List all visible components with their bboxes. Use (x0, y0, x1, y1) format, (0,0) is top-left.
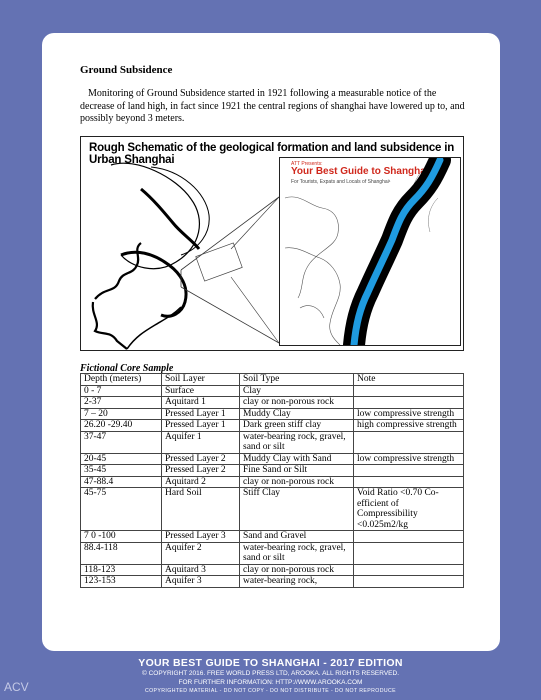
table-cell: 123-153 (81, 576, 162, 588)
table-cell: Aquifer 2 (162, 542, 240, 564)
table-cell: Void Ratio <0.70 Co-efficient of Compressibility <0.025m2/kg (354, 488, 464, 531)
table-cell (354, 397, 464, 409)
table-row (81, 576, 464, 588)
table-cell: Muddy Clay with Sand (240, 453, 354, 465)
table-cell (354, 385, 464, 397)
table-cell: Fine Sand or Silt (240, 465, 354, 477)
table-cell: Pressed Layer 1 (162, 408, 240, 420)
table-row (81, 542, 464, 564)
table-cell (354, 576, 464, 588)
table-cell: low compressive strength (354, 408, 464, 420)
table-cell: 2-37 (81, 397, 162, 409)
table-cell: Pressed Layer 2 (162, 465, 240, 477)
table-cell: high compressive strength (354, 420, 464, 432)
table-cell: 7 0 -100 (81, 531, 162, 543)
table-row (81, 385, 464, 397)
table-cell: 35-45 (81, 465, 162, 477)
schematic-title: Rough Schematic of the geological formation and land subsidence in Urban Shanghai (89, 142, 455, 166)
inset-map (279, 157, 461, 346)
table-cell: Aquitard 3 (162, 564, 240, 576)
table-cell: Stiff Clay (240, 488, 354, 531)
footer-notice: COPYRIGHTED MATERIAL - DO NOT COPY - DO NOT DISTRIBUTE - DO NOT REPRODUCE (144, 688, 397, 694)
table-cell: 37-47 (81, 431, 162, 453)
table-row (81, 420, 464, 432)
table-cell: Aquifer 1 (162, 431, 240, 453)
footer-info: FOR FURTHER INFORMATION: HTTP://WWW.AROOKA.COM (178, 679, 363, 686)
table-cell: 47-88.4 (81, 476, 162, 488)
table-cell: clay or non-porous rock (240, 397, 354, 409)
table-caption: Fictional Core Sample (80, 363, 174, 374)
table-cell: Soil Layer (162, 374, 240, 386)
table-cell: Clay (240, 385, 354, 397)
table-cell (354, 465, 464, 477)
table-cell (354, 531, 464, 543)
core-table-body (81, 374, 464, 588)
table-cell: Dark green stiff clay (240, 420, 354, 432)
table-cell: Aquitard 2 (162, 476, 240, 488)
footer-title: YOUR BEST GUIDE TO SHANGHAI - 2017 EDITION (138, 657, 403, 669)
table-row (81, 488, 464, 531)
table-cell: Pressed Layer 2 (162, 453, 240, 465)
table-cell: Depth (meters) (81, 374, 162, 386)
table-row (81, 465, 464, 477)
table-cell: water-bearing rock, gravel, sand or silt (240, 431, 354, 453)
river-map (280, 158, 460, 345)
core-sample-table (80, 373, 464, 588)
table-cell: water-bearing rock, gravel, sand or silt (240, 542, 354, 564)
table-cell: 20-45 (81, 453, 162, 465)
section-heading: Ground Subsidence (80, 64, 173, 76)
table-cell: 0 - 7 (81, 385, 162, 397)
table-cell: Pressed Layer 1 (162, 420, 240, 432)
table-cell: clay or non-porous rock (240, 476, 354, 488)
table-cell: Note (354, 374, 464, 386)
brand-logo-text: Your Best Guide to Shanghai (291, 166, 429, 177)
intro-paragraph: Monitoring of Ground Subsidence started in 1921 following a measurable notice of the decrease of land high, in fact since 1921 the central regions of shanghai have lowered up to, and possibly beyond 3 meters. (80, 88, 465, 124)
table-cell: clay or non-porous rock (240, 564, 354, 576)
corner-mark: ACV (4, 680, 29, 694)
table-cell: Hard Soil (162, 488, 240, 531)
table-cell: Surface (162, 385, 240, 397)
table-header-row (81, 374, 464, 386)
table-cell: Aquifer 3 (162, 576, 240, 588)
table-row (81, 531, 464, 543)
table-row (81, 408, 464, 420)
table-cell (354, 476, 464, 488)
table-cell: 45-75 (81, 488, 162, 531)
schematic-figure (80, 136, 464, 351)
table-row (81, 431, 464, 453)
table-row (81, 476, 464, 488)
table-cell: Muddy Clay (240, 408, 354, 420)
table-cell: Sand and Gravel (240, 531, 354, 543)
table-cell: water-bearing rock, (240, 576, 354, 588)
table-row (81, 564, 464, 576)
table-cell (354, 431, 464, 453)
table-row (81, 453, 464, 465)
table-cell: 88.4-118 (81, 542, 162, 564)
brand-tagline: For Tourists, Expats and Locals of Shanghai¹ (291, 179, 391, 185)
document-page (42, 33, 500, 651)
footer-copyright: © COPYRIGHT 2016. FREE WORLD PRESS LTD, AROOKA. ALL RIGHTS RESERVED. (141, 670, 400, 677)
table-cell: Aquitard 1 (162, 397, 240, 409)
table-cell: 26.20 -29.40 (81, 420, 162, 432)
table-cell (354, 542, 464, 564)
table-cell (354, 564, 464, 576)
table-cell: 7 – 20 (81, 408, 162, 420)
table-cell: Soil Type (240, 374, 354, 386)
table-row (81, 397, 464, 409)
table-cell: low compressive strength (354, 453, 464, 465)
table-cell: Pressed Layer 3 (162, 531, 240, 543)
brand-presents: ATT Presents: (291, 161, 323, 167)
table-cell: 118-123 (81, 564, 162, 576)
